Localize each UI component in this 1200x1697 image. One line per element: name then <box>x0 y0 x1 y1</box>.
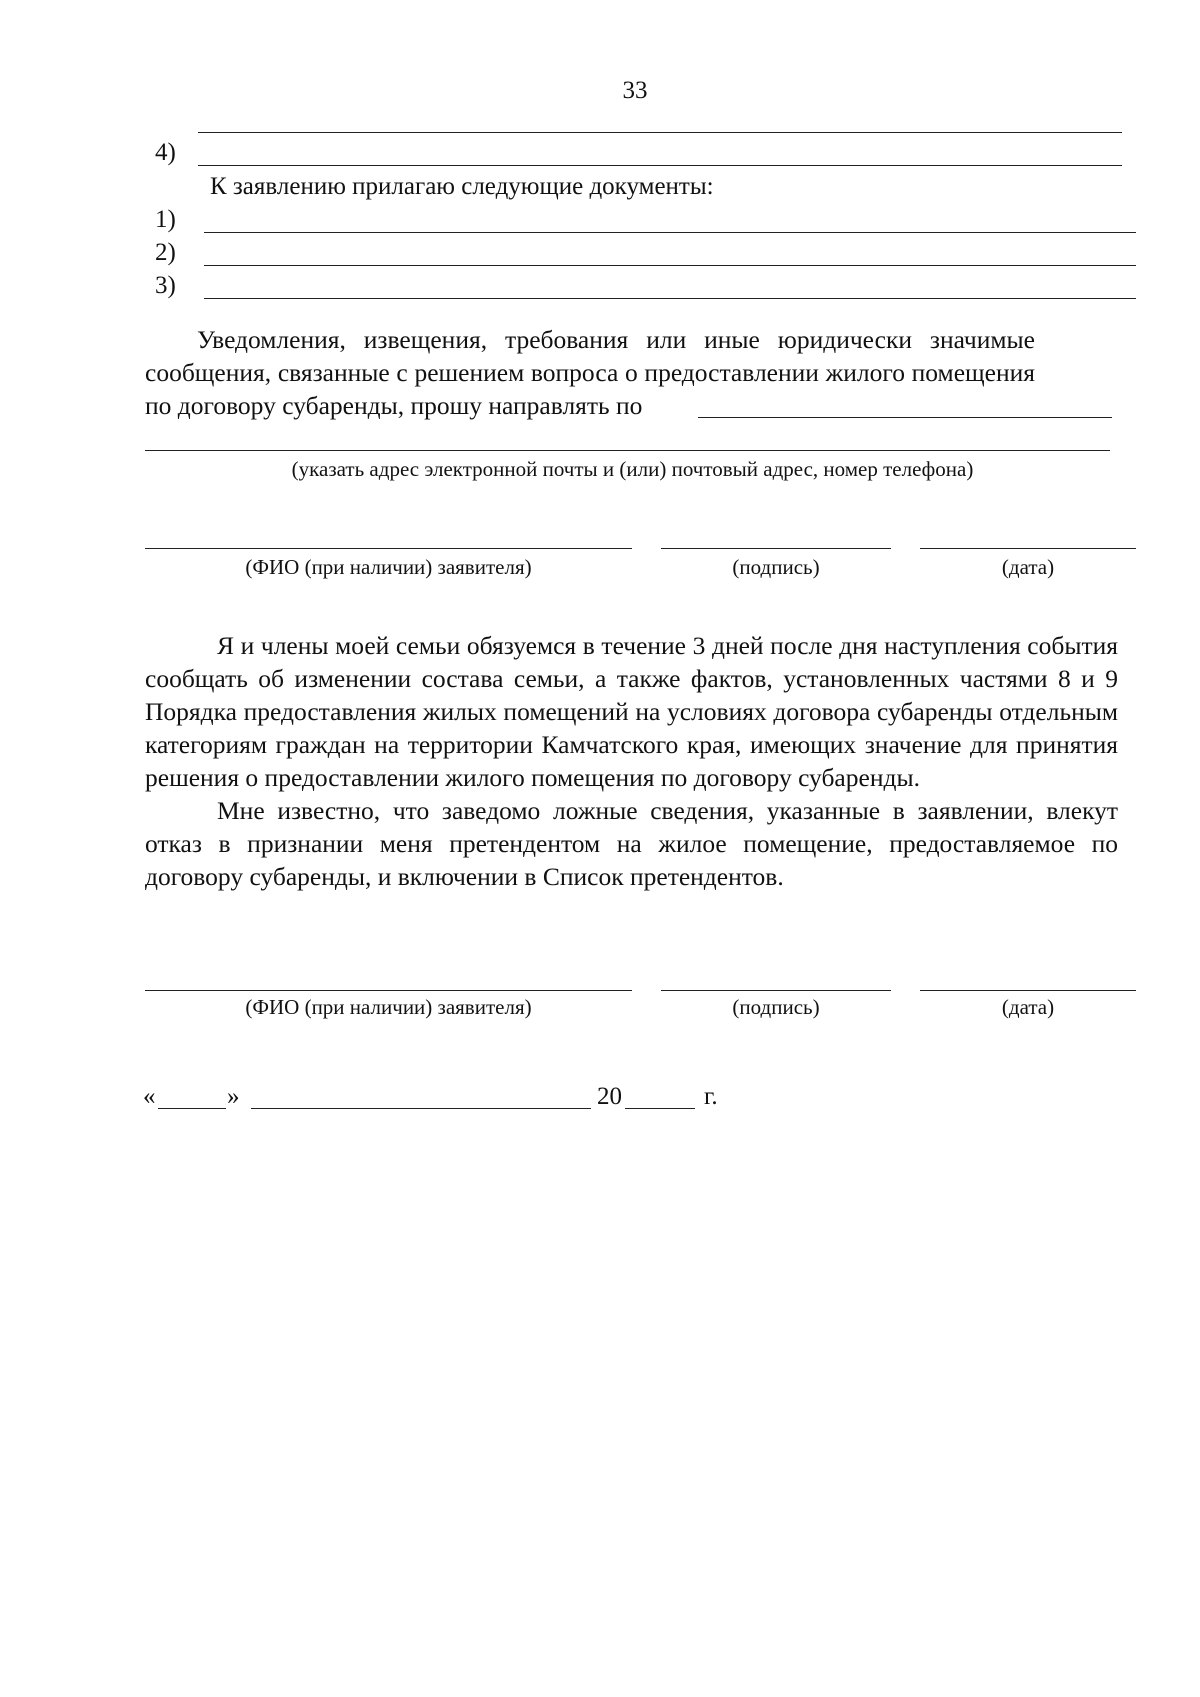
sig1-date-caption: (дата) <box>1001 555 1055 579</box>
date-year-blank <box>625 1108 695 1109</box>
sig1-fio-line <box>145 548 632 549</box>
attachment-blank-line-2 <box>204 265 1136 266</box>
date-day-blank <box>158 1108 226 1109</box>
notices-blank-line-inline <box>698 417 1112 418</box>
date-year-prefix: 20 <box>597 1083 622 1110</box>
sig1-sign-line <box>661 548 891 549</box>
sig1-sign-caption: (подпись) <box>732 555 820 579</box>
attachment-blank-line-1 <box>204 232 1136 233</box>
attachments-heading: К заявлению прилагаю следующие документы: <box>210 173 714 200</box>
date-year-suffix: г. <box>704 1083 718 1110</box>
sig2-sign-line <box>661 990 891 991</box>
date-open-quote: « <box>143 1083 156 1110</box>
sig2-fio-caption: (ФИО (при наличии) заявителя) <box>245 995 532 1019</box>
obligation-p2: Мне известно, что заведомо ложные сведения, указанные в заявлении, влекут отказ в признании меня претендентом на жилое помещение, предоставляемое по договору субаренды, и включении в Список претендентов. <box>145 796 1118 891</box>
obligation-p1: Я и члены моей семьи обязуемся в течение 3 дней после дня наступления события сообщать об изменении состава семьи, а также фактов, установленных частями 8 и 9 Порядка предоставления жилых помещений на условиях договора субаренды отдельным категориям граждан на территории Камчатского края, имеющих значение для принятия решения о предоставлении жилого помещения по договору субаренды. <box>145 631 1118 792</box>
notices-caption: (указать адрес электронной почты и (или) почтовый адрес, номер телефона) <box>291 457 974 481</box>
notices-paragraph <box>145 323 1035 422</box>
sig2-date-line <box>920 990 1136 991</box>
notices-text: Уведомления, извещения, требования или иные юридически значимые сообщения, связанные с решением вопроса о предоставлении жилого помещения по договору субаренды, прошу направлять по <box>145 325 1035 420</box>
sig1-date-line <box>920 548 1136 549</box>
list-number-4: 4) <box>155 139 176 166</box>
attachment-blank-line-3 <box>204 298 1136 299</box>
attachment-number-3: 3) <box>155 272 176 299</box>
blank-line-item4 <box>198 165 1122 166</box>
page-number: 33 <box>622 77 648 104</box>
attachment-number-2: 2) <box>155 239 176 266</box>
sig2-fio-line <box>145 990 632 991</box>
notices-blank-line-full <box>145 450 1110 451</box>
attachment-number-1: 1) <box>155 206 176 233</box>
sig1-fio-caption: (ФИО (при наличии) заявителя) <box>245 555 532 579</box>
sig2-sign-caption: (подпись) <box>732 995 820 1019</box>
obligation-paragraphs <box>145 629 1118 893</box>
date-month-blank <box>251 1108 591 1109</box>
blank-line-item3-continuation <box>198 132 1122 133</box>
sig2-date-caption: (дата) <box>1001 995 1055 1019</box>
date-close-quote: » <box>227 1083 240 1110</box>
